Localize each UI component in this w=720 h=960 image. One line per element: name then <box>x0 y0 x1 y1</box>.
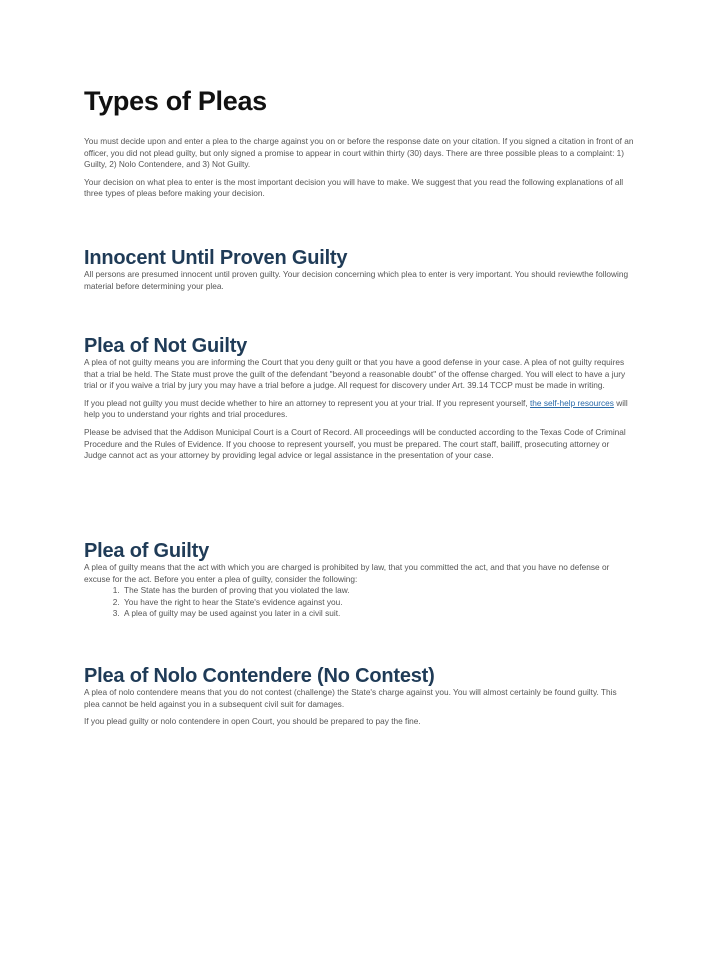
nolo-section <box>84 665 634 728</box>
not-guilty-paragraph-1: A plea of not guilty means you are informing the Court that you deny guilt or that you have a good defense in your case. A plea of not guilty requires that a trial be held. The State must prove the guilt of the defendant "beyond a reasonable doubt" of the offense charged. You will elect to have a jury trial or if you waive a trial by jury you may have a trial before a judge. All request for discovery under Art. 39.14 TCCP must be made in writing. <box>84 357 626 391</box>
list-item: 3. A plea of guilty may be used against you later in a civil suit. <box>122 608 634 620</box>
self-help-resources-link[interactable]: the self-help resources <box>529 397 614 408</box>
intro-paragraph-2: Your decision on what plea to enter is the most important decision you will have to make. We suggest that you read the following explanations of all three types of pleas before making your decision. <box>84 176 624 199</box>
not-guilty-section <box>84 335 634 462</box>
innocent-heading: Innocent Until Proven Guilty <box>84 247 348 269</box>
nolo-paragraph-1: A plea of nolo contendere means that you do not contest (challenge) the State's charge against you. You will almost certainly be found guilty. This plea cannot be held against you in a subsequent civil suit for damages. <box>84 687 617 709</box>
guilty-considerations-list <box>84 585 634 620</box>
innocent-paragraph: All persons are presumed innocent until proven guilty. Your decision concerning which plea to enter is very important. You should reviewthe following material before determining your plea. <box>84 269 629 291</box>
page-title: Types of Pleas <box>84 86 267 116</box>
intro-paragraph-1: You must decide upon and enter a plea to the charge against you on or before the response date on your citation. If you signed a citation in front of an officer, you did not plead guilty, but only signed a promise to appear in court within thirty (30) days. There are three possible pleas to a complaint: 1) Guilty, 2) Nolo Contendere, and 3) Not Guilty. <box>84 136 634 170</box>
nolo-heading: Plea of Nolo Contendere (No Contest) <box>84 665 435 687</box>
guilty-section <box>84 540 634 620</box>
not-guilty-paragraph-2: If you plead not guilty you must decide whether to hire an attorney to represent you at your trial. If you represent yourself, the self-help resources will help you to understand your rights and trial procedures. <box>84 397 628 420</box>
intro-section <box>84 136 634 200</box>
not-guilty-paragraph-3: Please be advised that the Addison Municipal Court is a Court of Record. All proceedings will be conducted according to the Texas Code of Criminal Procedure and the Rules of Evidence. If you choose to represent yourself, you must be prepared. The court staff, bailiff, prosecuting attorney or Judge cannot act as your attorney by providing legal advice or legal assistance in the presentation of your case. <box>84 426 626 461</box>
nolo-paragraph-2: If you plead guilty or nolo contendere in open Court, you should be prepared to pay the fine. <box>84 716 421 727</box>
not-guilty-heading: Plea of Not Guilty <box>84 335 248 357</box>
list-item: 1. The State has the burden of proving that you violated the law. <box>122 585 634 597</box>
guilty-paragraph: A plea of guilty means that the act with which you are charged is prohibited by law, that you committed the act, and that you have no defense or excuse for the act. Before you enter a plea of guilty, consider the following: <box>84 562 610 584</box>
list-item: 2. You have the right to hear the State's evidence against you. <box>122 597 634 609</box>
innocent-section <box>84 247 634 292</box>
guilty-heading: Plea of Guilty <box>84 540 210 562</box>
